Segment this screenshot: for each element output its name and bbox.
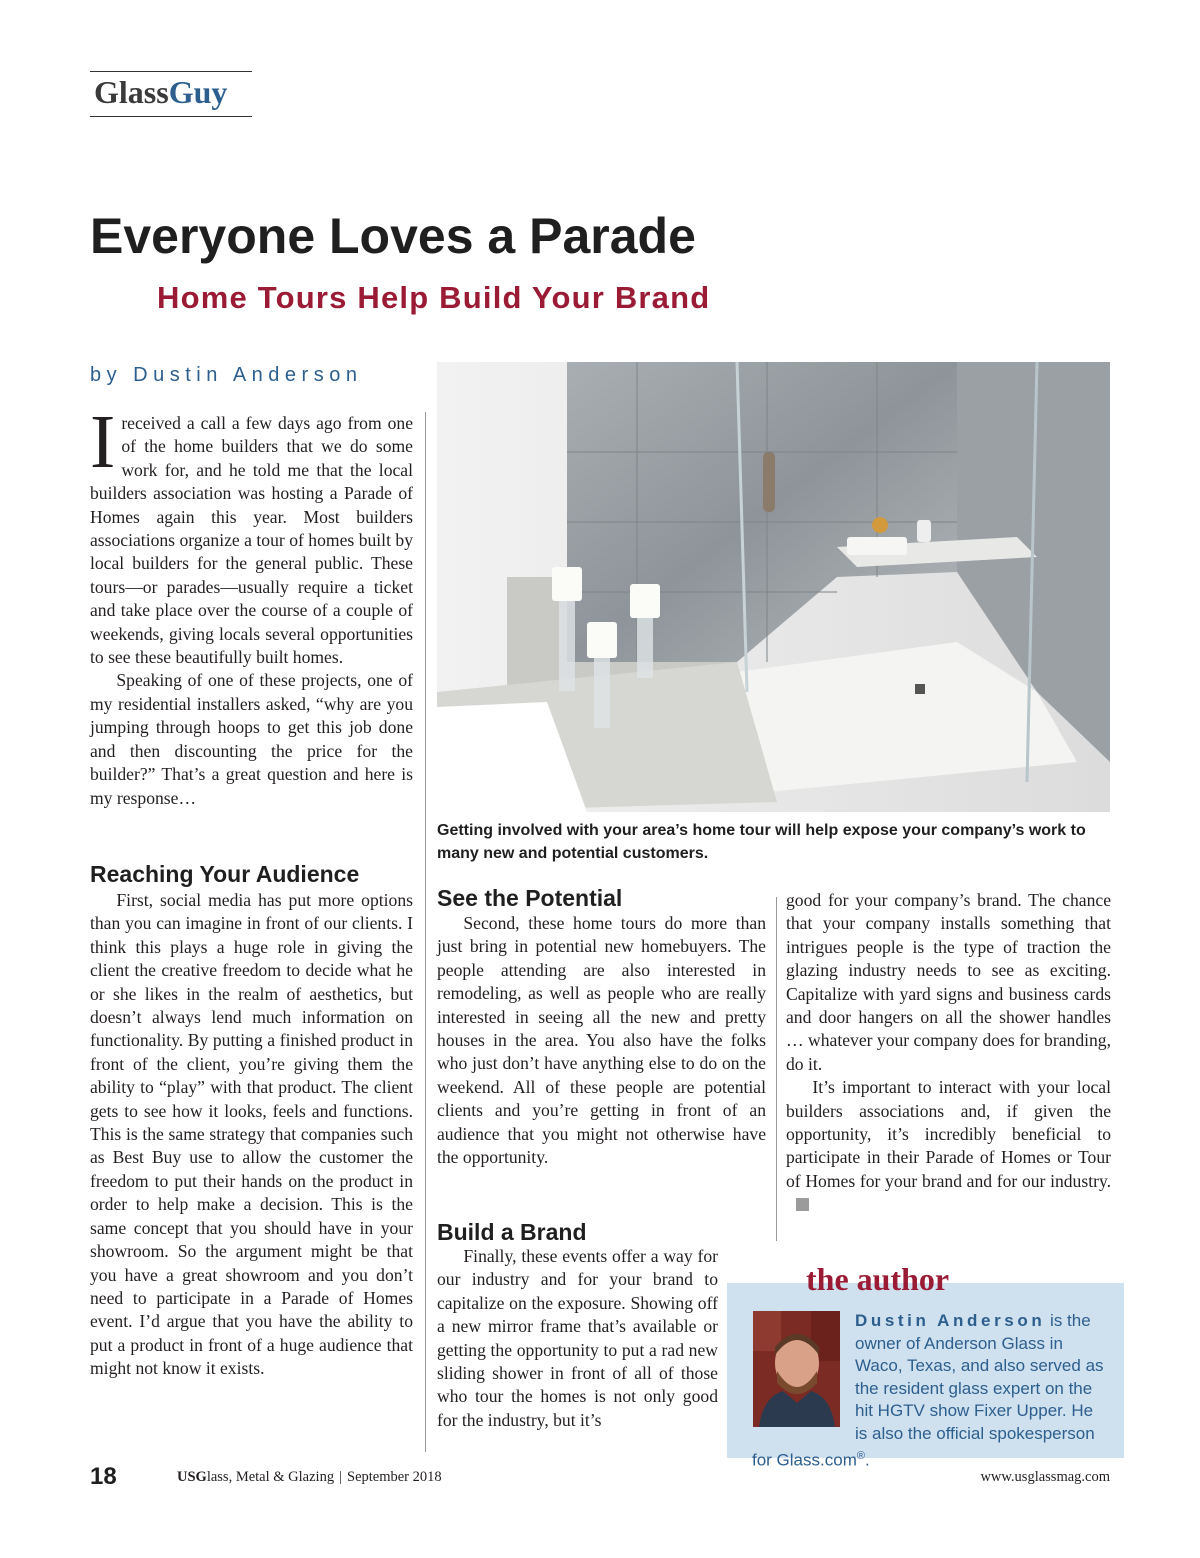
- end-of-article-mark: [796, 1198, 809, 1211]
- author-bio-end: .: [864, 1450, 870, 1470]
- footer-separator: |: [339, 1469, 342, 1485]
- col3-paragraph-2-text: It’s important to interact with your local builders associations and, if given the opportunity, it’s incredibly beneficial to participate in their Parade of Homes or Tour of Homes for your brand and for our industry.: [786, 1077, 1111, 1191]
- column-name: [90, 72, 252, 116]
- issue-date: September 2018: [347, 1469, 442, 1485]
- footer-url: www.usglassmag.com: [980, 1469, 1110, 1485]
- section-heading-build-a-brand: Build a Brand: [437, 1219, 587, 1245]
- text-column-1: [90, 400, 413, 810]
- author-bio-text: is the owner of Anderson Glass in Waco, Texas, and also served as the resident glass expert on the hit HGTV show Fixer Upper. He is also the official spokesperson for Glass.com: [752, 1311, 1104, 1470]
- shower-photo: [437, 362, 1110, 812]
- section3-paragraph: Finally, these events offer a way for our industry and for your brand to capitalize on the exposure. Showing off a new mirror frame that’s available or getting the opportunity to put a rad new sliding shower in front of all of those who tour the homes is not only good for the industry, but it’s: [437, 1246, 718, 1430]
- text-column-3: [786, 889, 1111, 1217]
- text-column-2: [437, 912, 766, 1169]
- section-heading-see-the-potential: See the Potential: [437, 885, 623, 911]
- col3-paragraph-2: [786, 1076, 1111, 1216]
- column-header: [90, 71, 252, 117]
- registered-mark: ®: [856, 1450, 865, 1462]
- header-rule-bottom: [90, 116, 252, 117]
- section1-body: [90, 889, 413, 1381]
- shower-illustration: [437, 362, 1110, 812]
- article-byline: by Dustin Anderson: [90, 364, 363, 386]
- section-heading-reaching-your-audience: Reaching Your Audience: [90, 861, 360, 887]
- column-name-part1: Glass: [94, 74, 169, 110]
- drop-cap: I: [90, 400, 116, 484]
- column-divider-2: [776, 897, 777, 1241]
- column-divider-1: [425, 412, 426, 1452]
- intro-paragraph-2: Speaking of one of these projects, one of my residential installers asked, “why are you jumping through hoops to get this job done and then discounting the price for the builder?” That’s a great question and here is my response…: [90, 670, 413, 808]
- section1-paragraph: First, social media has put more options than you can imagine in front of our clients. I think this plays a huge role in giving the client the creative freedom to decide what he or she likes in the realm of aesthetics, but doesn’t always lend much information on functionality. By putting a finished product in front of the client, you’re giving them the ability to “play” with that product. The client gets to see how it looks, feels and functions. This is the same strategy that companies such as Best Buy use to allow the customer the freedom to put their hands on the product in order to help make a decision. This is the same concept that you should have in your showroom. So the argument might be that you have a great showroom and you don’t need to participate in a Parade of Homes event. I’d argue that you have the ability to put a product in front of a huge audience that might not know it exists.: [90, 890, 413, 1379]
- photo-caption: Getting involved with your area’s home tour will help expose your company’s work to many new and potential customers.: [437, 822, 1086, 862]
- column-name-part2: Guy: [168, 74, 228, 110]
- section2-paragraph: Second, these home tours do more than just bring in potential new homebuyers. The people attending are also interested in remodeling, as well as people who are really interested in seeing all the new and pretty houses in the area. You also have the folks who just don’t have anything else to do on the weekend. All of these people are potential clients and you’re getting in front of an audience that you might not otherwise have the opportunity.: [437, 913, 766, 1168]
- page-number: 18: [90, 1463, 117, 1490]
- author-bio: [752, 1310, 1110, 1472]
- col3-paragraph-1: good for your company’s brand. The chance that your company installs something that intrigues people is the type of traction the glazing industry needs to see as exciting. Capitalize with yard signs and business cards and door hangers on all the shower handles … whatever your company does for branding, do it.: [786, 890, 1111, 1074]
- section3-body: [437, 1245, 718, 1432]
- author-box-title: the author: [806, 1261, 950, 1297]
- author-photo-spacer: [752, 1310, 855, 1432]
- intro-paragraph-1: [90, 400, 413, 669]
- magazine-name-bold: USG: [177, 1469, 207, 1485]
- author-name: Dustin Anderson: [855, 1311, 1046, 1330]
- magazine-name-rest: lass, Metal & Glazing: [206, 1469, 335, 1485]
- footer-publication: [177, 1467, 442, 1487]
- article-subhead: Home Tours Help Build Your Brand: [157, 280, 711, 315]
- article-headline: Everyone Loves a Parade: [90, 208, 696, 264]
- intro-paragraph-1-text: received a call a few days ago from one of the home builders that we do some work for, and he told me that the local builders association was hosting a Parade of Homes again this year. Most builders associations organize a tour of homes built by local builders for the general public. These tours—or parades—usually require a ticket and take place over the course of a couple of weekends, giving locals several opportunities to see these beautifully built homes.: [90, 413, 413, 668]
